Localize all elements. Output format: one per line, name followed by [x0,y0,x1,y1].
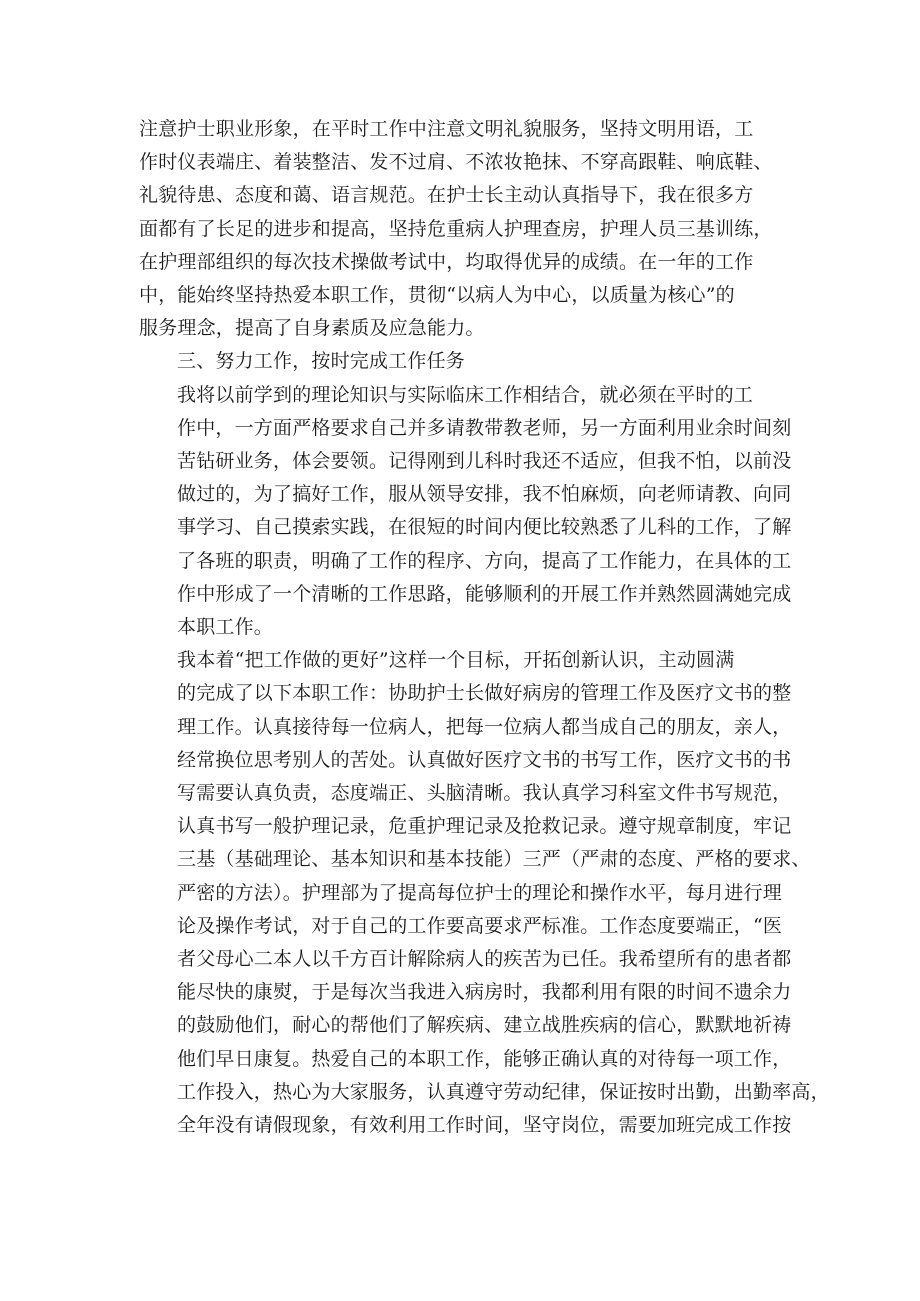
text-line: 在护理部组织的每次技术操做考试中，均取得优异的成绩。在一年的工作 [139,250,754,273]
text-line: 中，能始终坚持热爱本职工作，贯彻“以病人为中心，以质量为核心”的 [139,284,735,307]
text-line: 作中，一方面严格要求自己并多请教带教老师，另一方面利用业余时间刻 [177,416,792,439]
text-line: 认真书写一般护理记录，危重护理记录及抢救记录。遵守规章制度，牢记 [177,815,792,838]
text-line: 了各班的职责，明确了工作的程序、方向，提高了工作能力，在具体的工 [177,549,792,572]
text-line: 苦钻研业务，体会要领。记得刚到儿科时我还不适应，但我不怕，以前没 [177,450,792,473]
text-line: 严密的方法）。护理部为了提高每位护士的理论和操作水平，每月进行理 [177,881,782,904]
text-line: 的鼓励他们，耐心的帮他们了解疾病、建立战胜疾病的信心，默默地祈祷 [177,1014,792,1037]
text-line: 本职工作。 [177,616,274,639]
text-line: 我将以前学到的理论知识与实际临床工作相结合，就必须在平时的工 [177,383,754,406]
text-line: 论及操作考试，对于自己的工作要高要求严标准。工作态度要端正，“医 [177,914,783,937]
text-line: 全年没有请假现象，有效利用工作时间，坚守岗位，需要加班完成工作按 [177,1114,792,1137]
text-line: 工作投入，热心为大家服务，认真遵守劳动纪律，保证按时出勤，出勤率高， [177,1080,830,1103]
paragraph [139,379,792,645]
text-line: 写需要认真负责，态度端正、头脑清晰。我认真学习科室文件书写规范， [177,782,792,805]
text-line: 服务理念，提高了自身素质及应急能力。 [139,317,485,340]
text-line: 做过的，为了搞好工作，服从领导安排，我不怕麻烦，向老师请教、向同 [177,483,792,506]
text-line: 的完成了以下本职工作：协助护士长做好病房的管理工作及医疗文书的整 [177,682,792,705]
document-body [139,113,830,1142]
text-line: 作时仪表端庄、着装整洁、发不过肩、不浓妆艳抹、不穿高跟鞋、响底鞋、 [139,151,773,174]
paragraph [139,644,830,1142]
text-line: 注意护士职业形象，在平时工作中注意文明礼貌服务，坚持文明用语，工 [139,118,754,140]
text-line: 作中形成了一个清晰的工作思路，能够顺利的开展工作并熟然圆满她完成 [177,582,792,605]
text-line: 他们早日康复。热爱自己的本职工作，能够正确认真的对待每一项工作， [177,1047,792,1070]
text-line: 经常换位思考别人的苦处。认真做好医疗文书的书写工作，医疗文书的书 [177,748,792,771]
text-line: 三、努力工作，按时完成工作任务 [177,350,466,373]
text-line: 礼貌待患、态度和蔼、语言规范。在护士长主动认真指导下，我在很多方 [139,184,754,207]
text-line: 者父母心二本人以千方百计解除病人的疾苦为已任。我希望所有的患者都 [177,948,792,971]
text-line: 事学习、自己摸索实践，在很短的时间内便比较熟悉了儿科的工作，了解 [177,516,792,539]
paragraph [139,345,789,378]
text-line: 三基（基础理论、基本知识和基本技能）三严（严肃的态度、严格的要求、 [177,848,811,871]
text-line: 能尽快的康熨，于是每次当我进入病房时，我都利用有限的时间不遗余力 [177,981,792,1004]
text-line: 面都有了长足的进步和提高，坚持危重病人护理查房，护理人员三基训练， [139,217,773,240]
text-line: 我本着“把工作做的更好”这样一个目标，开拓创新认识，主动圆满 [177,649,735,672]
text-line: 理工作。认真接待每一位病人，把每一位病人都当成自己的朋友，亲人， [177,715,792,738]
paragraph [139,113,789,345]
